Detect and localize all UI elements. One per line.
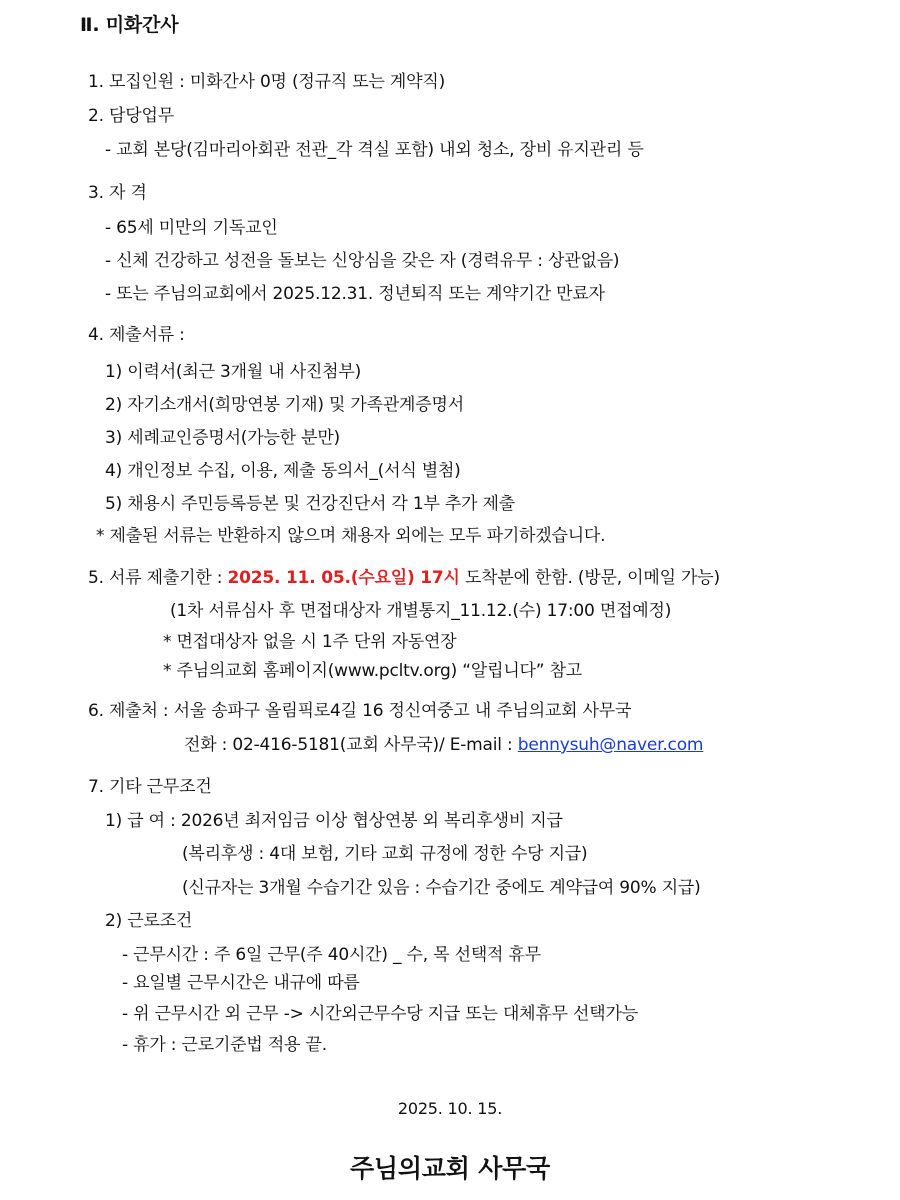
docs-title: 4. 제출서류 :: [88, 325, 185, 345]
pay-line: (복리후생 : 4대 보험, 기타 교회 규정에 정한 수당 지급): [182, 844, 588, 864]
qual-title: 3. 자 격: [88, 183, 147, 203]
deadline-suffix: 도착분에 한함. (방문, 이메일 가능): [459, 568, 720, 588]
pay-line: (신규자는 3개월 수습기간 있음 : 수습기간 중에도 계약급여 90% 지급): [182, 878, 701, 898]
duty-line: - 교회 본당(김마리아회관 전관_각 격실 포함) 내외 청소, 장비 유지관리 등: [105, 140, 644, 160]
duty-title: 2. 담당업무: [88, 106, 174, 126]
docs-line: 1) 이력서(최근 3개월 내 사진첨부): [105, 362, 362, 382]
qual-line: - 또는 주님의교회에서 2025.12.31. 정년퇴직 또는 계약기간 만료자: [105, 284, 605, 304]
work-line: - 휴가 : 근로기준법 적용 끝.: [122, 1035, 327, 1055]
work-line: - 위 근무시간 외 근무 -> 시간외근무수당 지급 또는 대체휴무 선택가능: [122, 1004, 638, 1024]
qual-line: - 65세 미만의 기독교인: [105, 218, 278, 238]
pay-title: 1) 급 여 : 2026년 최저임금 이상 협상연봉 외 복리후생비 지급: [105, 811, 563, 831]
submit-line: 6. 제출처 : 서울 송파구 올림픽로4길 16 정신여중고 내 주님의교회 사무국: [88, 701, 632, 721]
deadline-detail: (1차 서류심사 후 면접대상자 개별통지_11.12.(수) 17:00 면접예정): [170, 601, 672, 621]
docs-line: 2) 자기소개서(희망연봉 기재) 및 가족관계증명서: [105, 395, 464, 415]
section-title: Ⅱ. 미화간사: [80, 14, 179, 36]
deadline-line: [88, 567, 720, 589]
contact-prefix: 전화 : 02-416-5181(교회 사무국)/ E-mail :: [184, 735, 518, 755]
work-line: - 요일별 근무시간은 내규에 따름: [122, 973, 360, 993]
contact-line: [184, 734, 703, 756]
docs-line: 5) 채용시 주민등록등본 및 건강진단서 각 1부 추가 제출: [105, 494, 515, 514]
recruit-line: 1. 모집인원 : 미화간사 0명 (정규직 또는 계약직): [88, 72, 446, 92]
docs-line: 3) 세례교인증명서(가능한 분만): [105, 428, 340, 448]
etc-title: 7. 기타 근무조건: [88, 777, 212, 797]
document-date: 2025. 10. 15.: [397, 1099, 503, 1118]
deadline-note: * 면접대상자 없을 시 1주 단위 자동연장: [163, 632, 457, 652]
docs-line: 4) 개인정보 수집, 이용, 제출 동의서_(서식 별첨): [105, 461, 461, 481]
docs-note: * 제출된 서류는 반환하지 않으며 채용자 외에는 모두 파기하겠습니다.: [96, 526, 606, 546]
deadline-date: 2025. 11. 05.(수요일) 17시: [227, 568, 460, 588]
qual-line: - 신체 건강하고 성전을 돌보는 신앙심을 갖은 자 (경력유무 : 상관없음): [105, 251, 620, 271]
work-title: 2) 근로조건: [105, 911, 193, 931]
email-link[interactable]: bennysuh@naver.com: [517, 735, 704, 755]
deadline-prefix: 5. 서류 제출기한 :: [88, 568, 228, 588]
issuer-name: 주님의교회 사무국: [349, 1154, 551, 1183]
work-line: - 근무시간 : 주 6일 근무(주 40시간) _ 수, 목 선택적 휴무: [122, 945, 541, 965]
deadline-note: * 주님의교회 홈페이지(www.pcltv.org) “알립니다” 참고: [163, 661, 583, 681]
